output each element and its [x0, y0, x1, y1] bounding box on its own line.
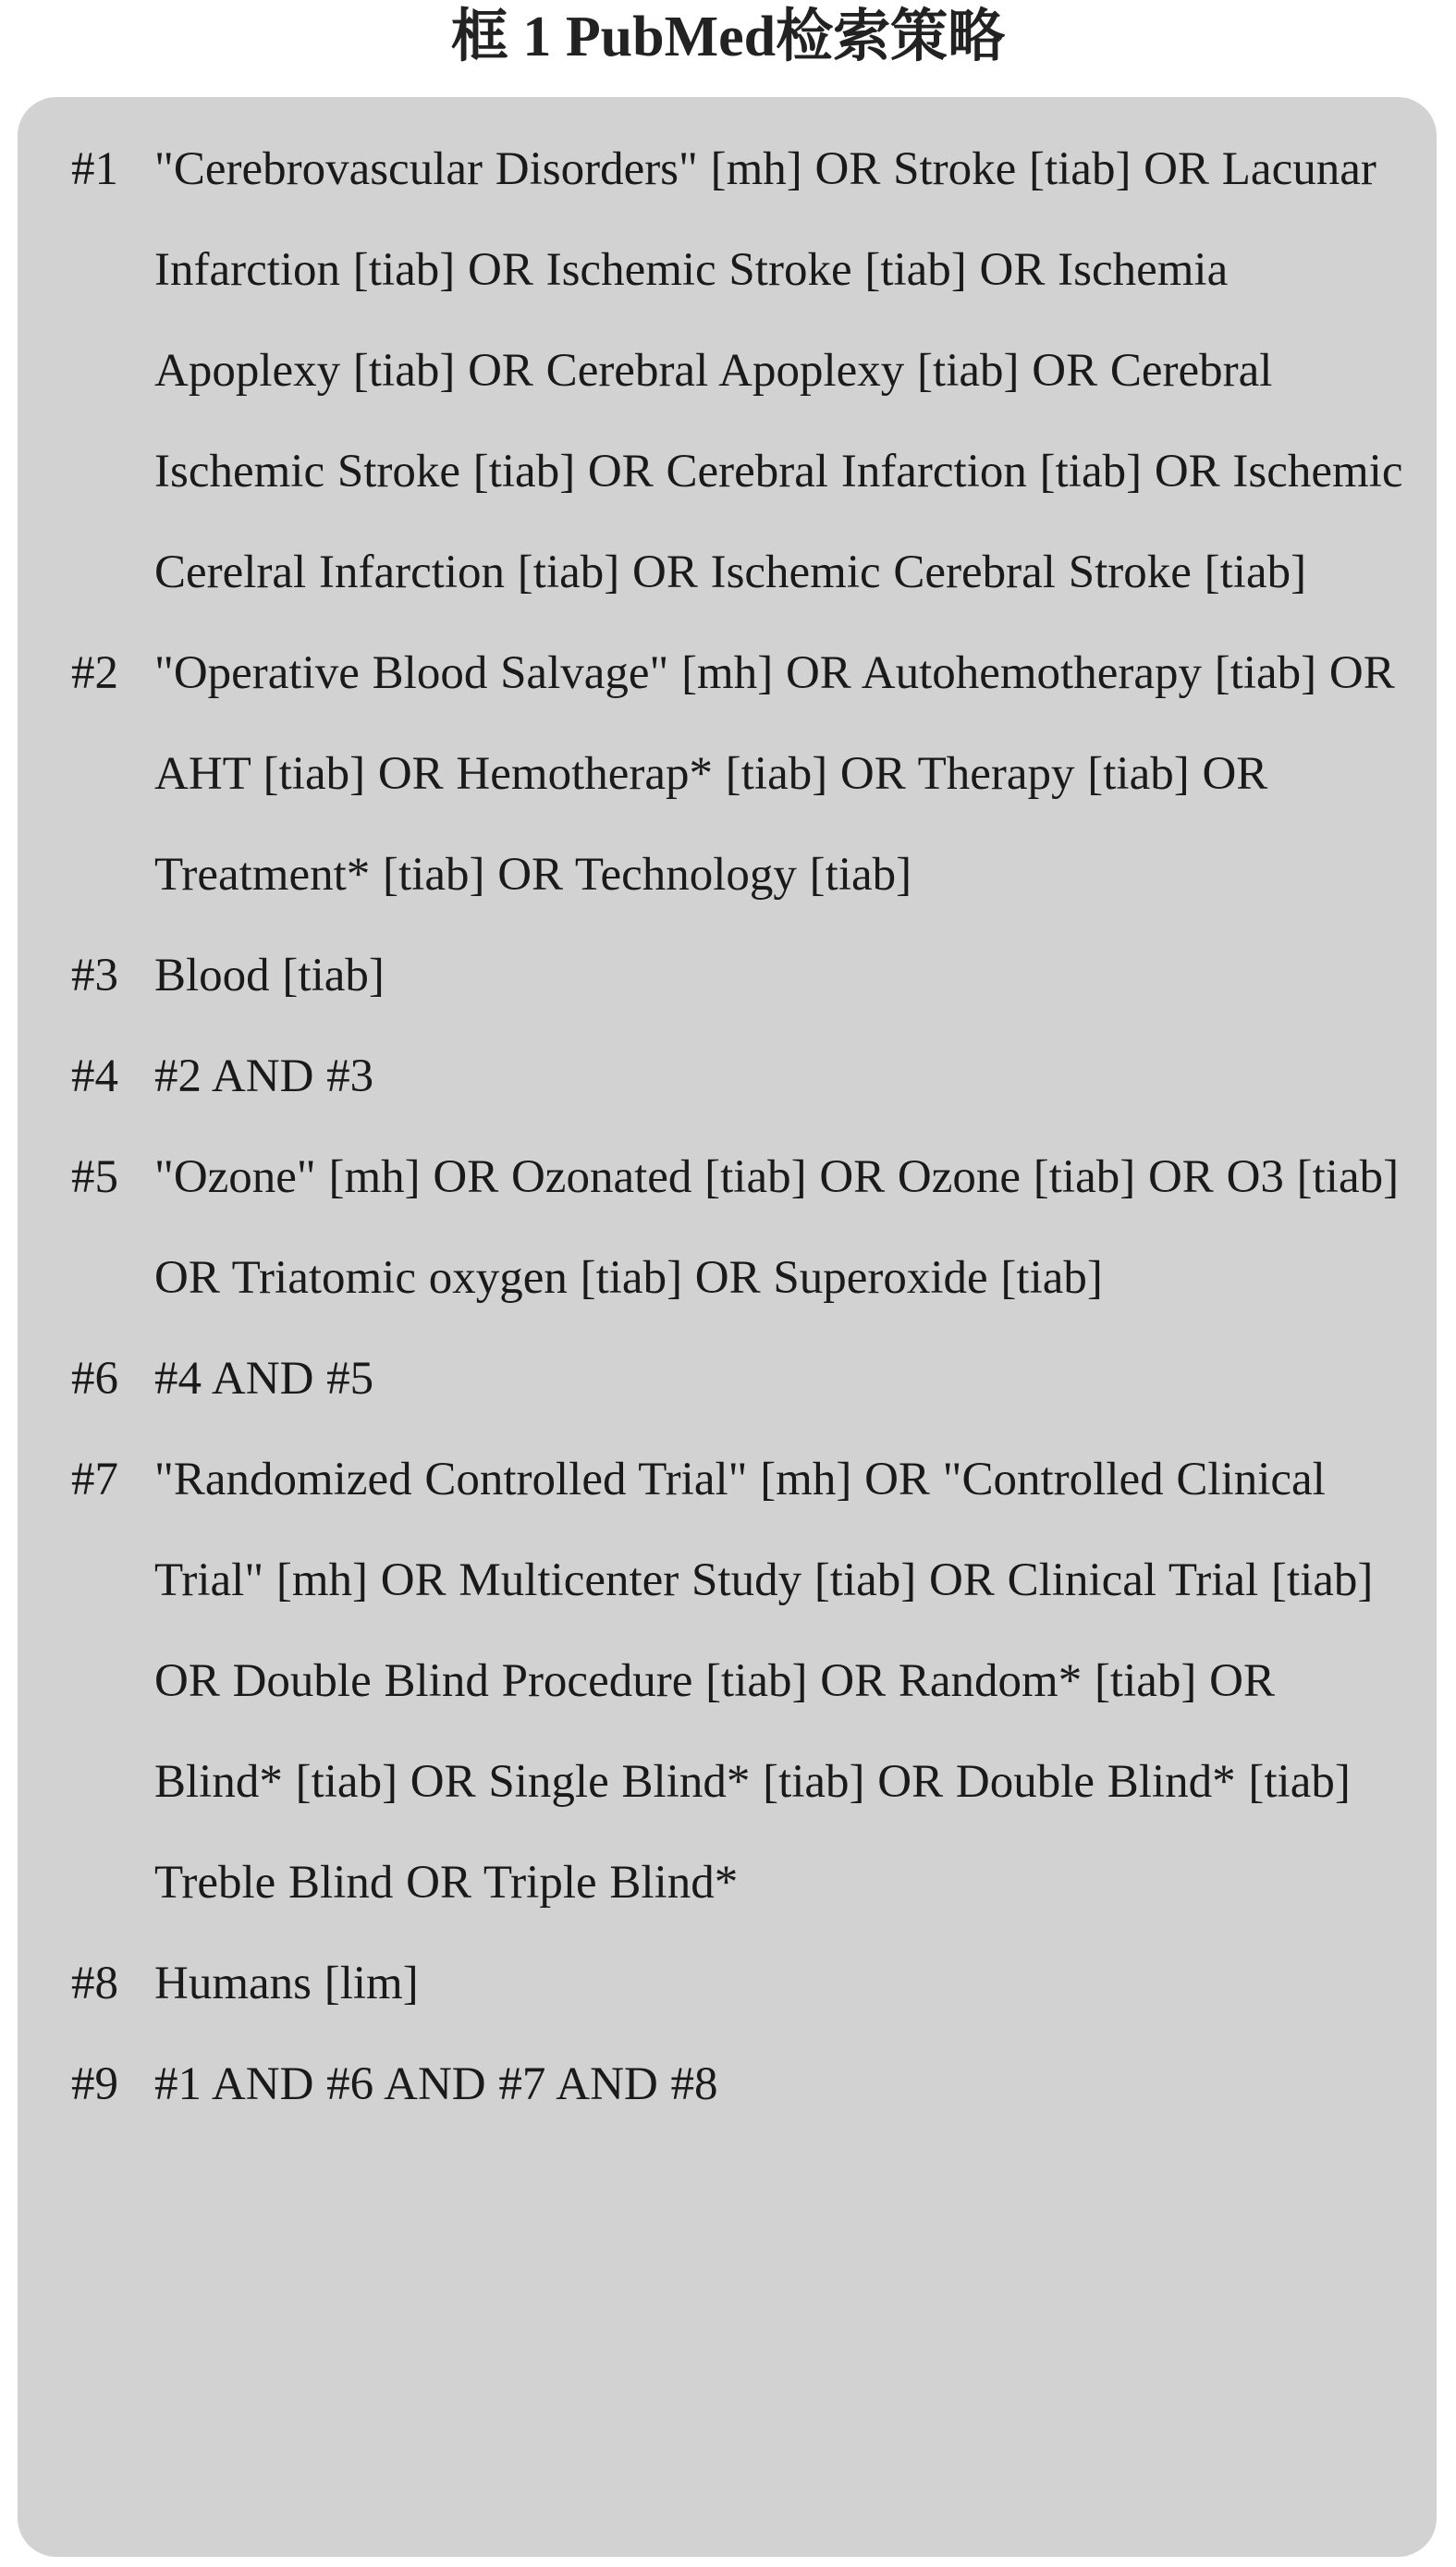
- search-step-number: #1: [71, 143, 118, 195]
- search-strategy-panel: [18, 97, 1437, 2557]
- search-step-number: #3: [71, 950, 118, 1001]
- search-step-query: #2 AND #3: [154, 1050, 374, 1102]
- search-step-number: #2: [71, 647, 118, 699]
- search-strategy-list: [18, 119, 1437, 2135]
- search-step-query: "Randomized Controlled Trial" [mh] OR "Controlled Clinical Trial" [mh] OR Multicenter Study [tiab] OR Clinical Trial [tiab] OR Double Blind Procedure [tiab] OR Random* [tiab] OR Blind* [tiab] OR Single Blind* [tiab] OR Double Blind* [tiab] Treble Blind OR Triple Blind*: [154, 1454, 1374, 1909]
- search-step-query: Blood [tiab]: [154, 950, 385, 1001]
- search-step: [18, 623, 1437, 926]
- search-step: [18, 1934, 1437, 2034]
- search-step: [18, 119, 1437, 623]
- search-step-query: "Operative Blood Salvage" [mh] OR Autohemotherapy [tiab] OR AHT [tiab] OR Hemotherap* [tiab] OR Therapy [tiab] OR Treatment* [tiab] OR Technology [tiab]: [154, 647, 1395, 901]
- search-step-number: #9: [71, 2058, 118, 2110]
- box-title: 框 1 PubMed检索策略: [450, 6, 1006, 68]
- search-step-number: #8: [71, 1958, 118, 2009]
- search-step-query: #1 AND #6 AND #7 AND #8: [154, 2058, 718, 2110]
- search-step-query: Humans [lim]: [154, 1958, 419, 2009]
- search-step-number: #6: [71, 1353, 118, 1405]
- search-step: [18, 2034, 1437, 2135]
- search-step-query: #4 AND #5: [154, 1353, 374, 1405]
- search-step: [18, 926, 1437, 1026]
- search-step-number: #5: [71, 1151, 118, 1203]
- search-step-query: "Cerebrovascular Disorders" [mh] OR Stroke [tiab] OR Lacunar Infarction [tiab] OR Ischemic Stroke [tiab] OR Ischemia Apoplexy [tiab] OR Cerebral Apoplexy [tiab] OR Cerebral Ischemic Stroke [tiab] OR Cerebral Infarction [tiab] OR Ischemic Cerelral Infarction [tiab] OR Ischemic Cerebral Stroke [tiab]: [154, 143, 1403, 598]
- search-step: [18, 1127, 1437, 1329]
- search-step: [18, 1329, 1437, 1430]
- search-step: [18, 1026, 1437, 1127]
- search-step-number: #7: [71, 1454, 118, 1505]
- search-step: [18, 1430, 1437, 1934]
- search-step-query: "Ozone" [mh] OR Ozonated [tiab] OR Ozone [tiab] OR O3 [tiab] OR Triatomic oxygen [tiab] OR Superoxide [tiab]: [154, 1151, 1400, 1304]
- search-step-number: #4: [71, 1050, 118, 1102]
